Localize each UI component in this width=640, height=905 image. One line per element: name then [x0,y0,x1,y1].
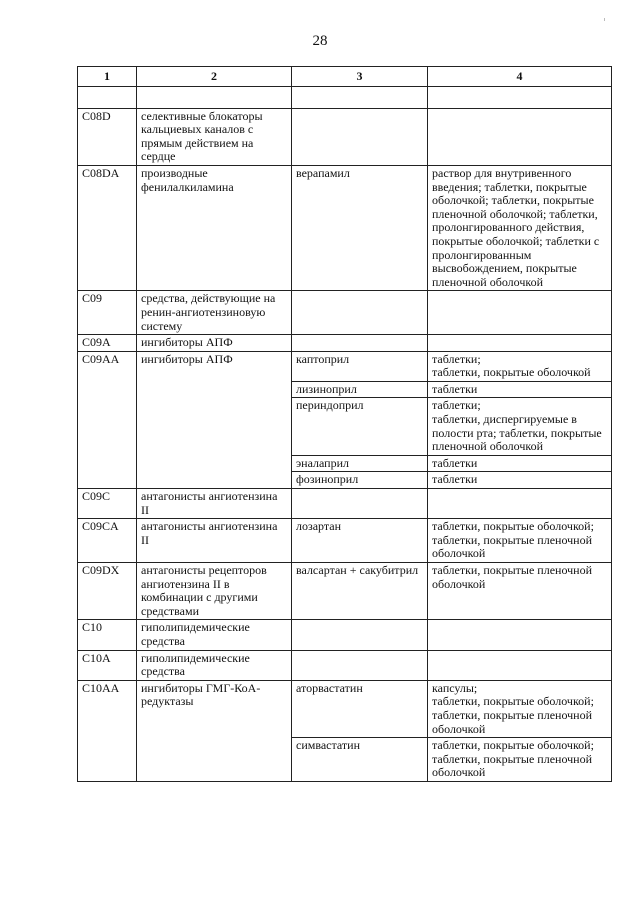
table-row [78,650,612,680]
atc-code: C09A [78,335,137,352]
drug-name: периндоприл [292,398,428,455]
dosage-form-line: таблетки, покрытые оболочкой; [432,738,594,753]
drug-name: фозиноприл [292,472,428,489]
atc-code: C09 [78,291,137,335]
dosage-form-line: таблетки, покрытые пленочной оболочкой [432,707,593,736]
atc-group-name: ингибиторы АПФ [137,351,292,488]
atc-code: C10AA [78,680,137,781]
atc-code: C09CA [78,519,137,563]
dosage-form-line: таблетки; [432,351,481,366]
atc-code: C09AA [78,351,137,488]
drug-name: аторвастатин [292,680,428,737]
atc-group-name: селективные блокаторы кальциевых каналов с прямым действием на сердце [137,108,292,165]
dosage-forms [428,472,612,489]
drug-name: эналаприл [292,455,428,472]
dosage-form-line: таблетки, покрытые оболочкой [432,365,591,380]
dosage-forms [428,291,612,335]
dosage-form-line: таблетки, покрытые пленочной оболочкой [432,751,593,780]
table-row [78,165,612,290]
dosage-form-line: раствор для внутривенного введения; таблетки, покрытые оболочкой; таблетки, покрытые пленочной оболочкой; таблетки, пролонгированного действия, покрытые оболочкой; таблетки с пролонгированным высвобождением, покрытые пленочной оболочкой [432,165,600,289]
drug-name [292,108,428,165]
dosage-forms [428,398,612,455]
drug-name [292,489,428,519]
atc-group-name: гиполипидемические средства [137,650,292,680]
drug-name [292,620,428,650]
drug-name: верапамил [292,165,428,290]
table-row [78,108,612,165]
dosage-form-line: таблетки [432,472,478,487]
drug-name: каптоприл [292,351,428,381]
table-body [78,86,612,781]
dosage-form-line: капсулы; [432,680,478,695]
drug-name: лозартан [292,519,428,563]
table-row [78,351,612,381]
dosage-form-line: таблетки, покрытые пленочной оболочкой [432,532,593,561]
header-col-4: 4 [428,67,612,87]
dosage-forms [428,381,612,398]
dosage-forms [428,650,612,680]
dosage-form-line: таблетки, покрытые пленочной оболочкой [432,563,593,591]
dosage-forms [428,680,612,737]
table-row [78,489,612,519]
atc-code: C09C [78,489,137,519]
dosage-forms [428,519,612,563]
dosage-form-line: таблетки; [432,398,481,413]
atc-group-name: ингибиторы ГМГ-КоА-редуктазы [137,680,292,781]
dosage-forms [428,351,612,381]
page-number: 28 [312,33,328,49]
dosage-forms [428,455,612,472]
atc-group-name: антагонисты ангиотензина II [137,489,292,519]
scan-mark [604,18,605,21]
atc-code: C10 [78,620,137,650]
table-row [78,620,612,650]
table-row [78,291,612,335]
dosage-forms [428,108,612,165]
dosage-forms [428,620,612,650]
dosage-form-line: таблетки, покрытые оболочкой; [432,519,594,534]
drug-name: симвастатин [292,738,428,782]
atc-group-name: ингибиторы АПФ [137,335,292,352]
table-row [78,519,612,563]
drug-name [292,650,428,680]
table-row [78,563,612,620]
dosage-forms [428,563,612,620]
dosage-form-line: таблетки [432,455,478,470]
header-col-2: 2 [137,67,292,87]
medication-table [77,66,612,782]
dosage-forms [428,489,612,519]
dosage-forms [428,335,612,352]
header-row [78,67,612,87]
atc-code: C10A [78,650,137,680]
dosage-form-line: таблетки, покрытые оболочкой; [432,694,594,709]
header-col-3: 3 [292,67,428,87]
atc-group-name: гиполипидемические средства [137,620,292,650]
atc-group-name: производные фенилалкиламина [137,165,292,290]
table-row [78,335,612,352]
table-row [78,680,612,737]
atc-group-name: антагонисты ангиотензина II [137,519,292,563]
dosage-form-line: таблетки, диспергируемые в полости рта; таблетки, покрытые пленочной оболочкой [432,412,602,454]
blank-row [78,86,612,108]
atc-group-name: антагонисты рецепторов ангиотензина II в комбинации с другими средствами [137,563,292,620]
drug-name: лизиноприл [292,381,428,398]
drug-name [292,335,428,352]
atc-code: C08D [78,108,137,165]
header-col-1: 1 [78,67,137,87]
drug-name: валсартан + сакубитрил [292,563,428,620]
atc-group-name: средства, действующие на ренин-ангиотензиновую систему [137,291,292,335]
atc-code: C09DX [78,563,137,620]
atc-code: C08DA [78,165,137,290]
dosage-form-line: таблетки [432,381,478,396]
drug-name [292,291,428,335]
dosage-forms [428,738,612,782]
dosage-forms [428,165,612,290]
